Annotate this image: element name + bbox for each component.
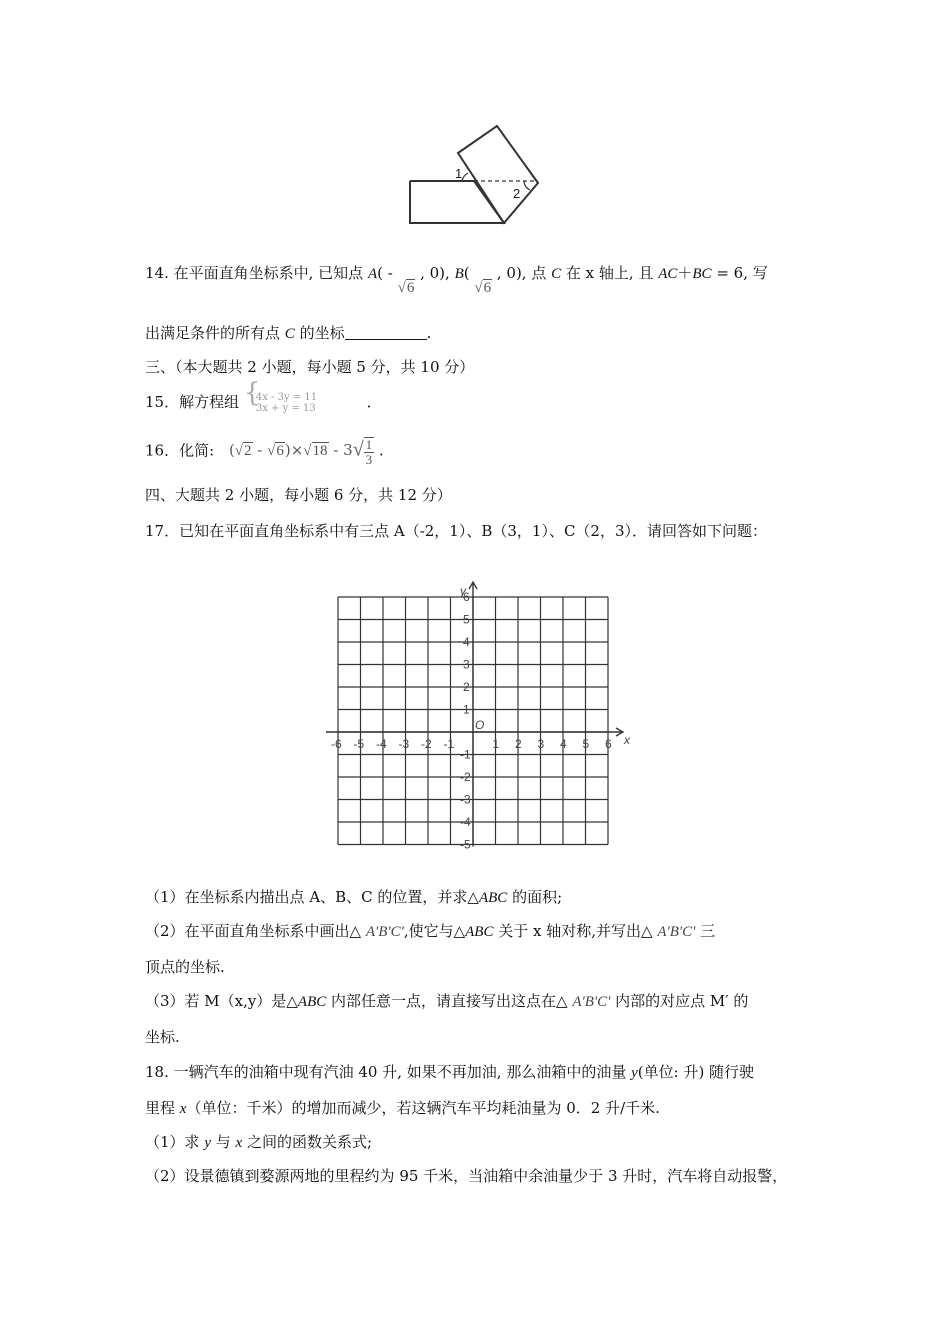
x-tick-label: -6 bbox=[331, 737, 342, 751]
equation-2: 3x + y = 13 bbox=[255, 403, 316, 414]
q15-line: 15．解方程组 { 4x - 3y = 11 3x + y = 13 ． bbox=[145, 378, 382, 414]
q14-line1: 14. 在平面直角坐标系中, 已知点 A( - √6 , 0), B( √6 , 0), 点 C 在 x 轴上, 且 AC＋BC = 6, 写 bbox=[145, 262, 768, 285]
y-tick-label: 5 bbox=[463, 612, 470, 627]
origin-label: O bbox=[475, 718, 485, 732]
x-tick-label: 2 bbox=[515, 737, 522, 751]
y-tick-label: 1 bbox=[463, 702, 470, 717]
y-tick-label: -4 bbox=[460, 815, 471, 829]
y-tick-label: -5 bbox=[460, 837, 471, 852]
x-axis-label: x bbox=[624, 733, 630, 747]
y-tick-label: 4 bbox=[463, 635, 470, 649]
x-tick-label: 3 bbox=[537, 737, 545, 751]
q17-intro: 17．已知在平面直角坐标系中有三点 A（-2，1）、B（3，1）、C（2，3）．请回答如下问题： bbox=[145, 522, 768, 540]
y-tick-label: 3 bbox=[463, 657, 470, 672]
y-tick-label: 2 bbox=[463, 680, 470, 694]
answer-blank[interactable] bbox=[345, 323, 427, 340]
q16-line: 16．化简: (√2 - √6)×√18 - 3√ $\frac{1}{3}$ . bbox=[145, 437, 384, 467]
x-tick-label: -4 bbox=[376, 737, 387, 751]
x-tick-label: 4 bbox=[560, 737, 567, 751]
x-tick-label: -3 bbox=[398, 737, 410, 751]
fraction-one-third: $\frac{1}{3}$ bbox=[365, 437, 373, 467]
angle-1-label: 1 bbox=[455, 166, 463, 181]
section-4-heading: 四、大题共 2 小题，每小题 6 分，共 12 分） bbox=[145, 486, 452, 504]
section-3-heading: 三、（本大题共 2 小题，每小题 5 分，共 10 分） bbox=[145, 358, 475, 376]
q17-part2: （2）在平面直角坐标系中画出△ A'B'C',使它与△ABC 关于 x 轴对称,并写出△ A'B'C' 三 bbox=[145, 922, 716, 940]
q17-part3-cont: 坐标. bbox=[145, 1028, 180, 1046]
q18-part1: （1）求 y 与 x 之间的函数关系式; bbox=[145, 1133, 373, 1151]
x-tick-label: -1 bbox=[443, 737, 455, 751]
q17-part2-cont: 顶点的坐标. bbox=[145, 958, 225, 976]
y-axis-label: y bbox=[460, 584, 466, 598]
equation-system: { 4x - 3y = 11 3x + y = 13 bbox=[243, 378, 318, 414]
equation-1: 4x - 3y = 11 bbox=[255, 392, 318, 403]
angle-2-label: 2 bbox=[513, 186, 521, 201]
x-tick-label: 6 bbox=[605, 737, 612, 751]
folded-strip-figure bbox=[400, 118, 550, 230]
q17-part1: （1）在坐标系内描出点 A、B、C 的位置，并求△ABC 的面积; bbox=[145, 888, 563, 906]
x-tick-label: 1 bbox=[492, 737, 500, 751]
x-tick-label: -2 bbox=[421, 737, 432, 751]
q18-part2: （2）设景德镇到婺源两地的里程约为 95 千米，当油箱中余油量少于 3 升时，汽车将自动报警， bbox=[145, 1167, 788, 1185]
x-tick-label: 5 bbox=[582, 737, 590, 751]
x-tick-label: -5 bbox=[353, 737, 365, 751]
q18-line2: 里程 x（单位：千米）的增加而减少，若这辆汽车平均耗油量为 0．2 升/千米. bbox=[145, 1099, 660, 1117]
sqrt-6-b: √6 bbox=[474, 280, 492, 296]
y-tick-label: 6 bbox=[463, 590, 470, 604]
q14-line2: 出满足条件的所有点 C 的坐标 . bbox=[145, 324, 432, 342]
y-tick-label: -3 bbox=[460, 792, 471, 807]
q18-line1: 18. 一辆汽车的油箱中现有汽油 40 升, 如果不再加油, 那么油箱中的油量 y(单位: 升) 随行驶 bbox=[145, 1063, 755, 1081]
y-tick-label: -2 bbox=[460, 770, 471, 784]
y-tick-label: -1 bbox=[460, 747, 471, 762]
coordinate-grid bbox=[315, 560, 635, 870]
sqrt-6-a: √6 bbox=[397, 280, 415, 296]
q17-part3: （3）若 M（x,y）是△ABC 内部任意一点，请直接写出这点在△ A'B'C' 内部的对应点 M′ 的 bbox=[145, 992, 749, 1010]
